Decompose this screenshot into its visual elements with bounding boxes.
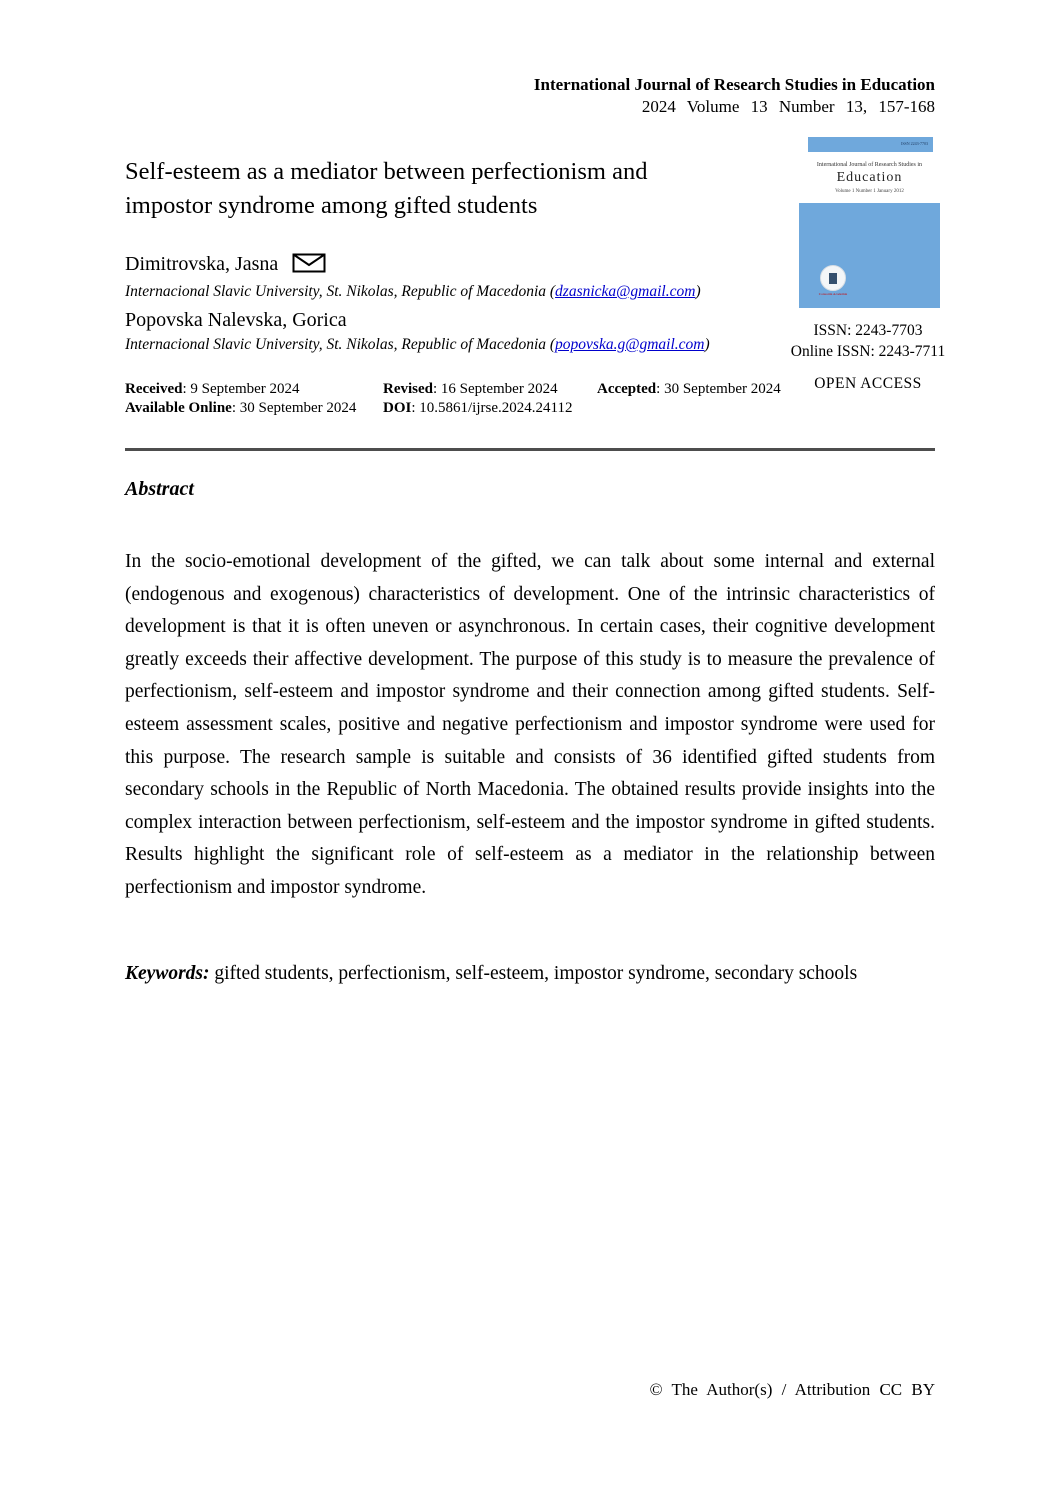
keywords-value: gifted students, perfectionism, self-esteem, impostor syndrome, secondary schools [209,963,858,984]
doi [383,399,597,418]
author-email-link[interactable]: popovska.g@gmail.com [555,336,705,353]
received-value: : 9 September 2024 [182,381,300,397]
available-online-date [125,399,383,418]
copyright-footer: © The Author(s) / Attribution CC BY [649,1380,935,1399]
dates-block [125,380,815,418]
issn-block [783,320,953,394]
doi-value: : 10.5861/ijrse.2024.24112 [411,400,573,416]
author-name-row [125,306,785,334]
dates-spacer [597,399,815,418]
open-access-label: OPEN ACCESS [814,375,922,392]
logo-emblem-icon [820,265,846,291]
available-value: : 30 September 2024 [231,400,357,416]
journal-header [534,74,935,118]
revised-value: : 16 September 2024 [433,381,558,397]
publisher-logo-icon [813,265,853,296]
revised-label: Revised [383,381,433,397]
cover-blue-body [799,203,940,308]
keywords-line [125,958,937,990]
author-email-link[interactable]: dzasnicka@gmail.com [555,283,696,300]
accepted-label: Accepted [597,381,657,397]
affiliation-suffix: ) [704,336,710,353]
author-name: Dimitrovska, Jasna [125,253,279,275]
affiliation-suffix: ) [695,283,701,300]
author-affiliation [125,281,785,303]
accepted-value: : 30 September 2024 [656,381,781,397]
author-name-row [125,250,785,281]
doi-label: DOI [383,400,412,416]
article-title: Self-esteem as a mediator between perfectionism and impostor syndrome among gifted students [125,158,648,219]
cover-journal-big: Education [836,170,903,185]
envelope-icon [292,253,326,281]
cover-title-band [799,152,940,203]
journal-name: International Journal of Research Studies in Education [533,75,935,94]
issue-line: 2024 Volume 13 Number 13, 157-168 [641,97,935,116]
issn-print: ISSN: 2243-7703 [813,322,923,339]
abstract-text: In the socio-emotional development of the gifted, we can talk about some internal and external (endogenous and exogenous) characteristics of development. One of the intrinsic characteristics of development is that it is often uneven or asynchronous. In certain cases, their cognitive development greatly exceeds their affective development. The purpose of this study is to measure the prevalence of perfectionism, self-esteem and impostor syndrome and their connection among gifted students. Self-esteem assessment scales, positive and negative perfectionism and impostor syndrome were used for this purpose. The research sample is suitable and consists of 36 identified gifted students from secondary schools in the Republic of North Macedonia. The obtained results provide insights into the complex interaction between perfectionism, self-esteem and the impostor syndrome in gifted students. Results highlight the significant role of self-esteem as a mediator in the relationship between perfectionism and impostor syndrome. [125,551,935,898]
available-label: Available Online [125,400,232,416]
revised-date [383,380,597,399]
issn-online: Online ISSN: 2243-7711 [790,343,946,360]
keywords-label: Keywords: [125,963,210,984]
author-name: Popovska Nalevska, Gorica [125,309,347,331]
author-entry [125,250,785,303]
journal-cover-thumbnail [799,137,940,308]
authors-block [125,250,785,359]
header-divider [125,448,935,451]
cover-issn-text: ISSN 2243-7703 [900,141,928,146]
received-label: Received [125,381,183,397]
affiliation-text: Internacional Slavic University, St. Nikolas, Republic of Macedonia ( [125,283,556,300]
cover-volume-line: Volume 1 Number 1 January 2012 [835,189,904,194]
received-date [125,380,383,399]
logo-caption: Consortia Academia [818,292,848,296]
abstract-heading: Abstract [125,478,194,500]
cover-journal-small: International Journal of Research Studies in [816,162,923,168]
author-entry [125,306,785,356]
affiliation-text: Internacional Slavic University, St. Nikolas, Republic of Macedonia ( [125,336,556,353]
author-affiliation [125,334,785,356]
cover-top-band [808,137,933,152]
